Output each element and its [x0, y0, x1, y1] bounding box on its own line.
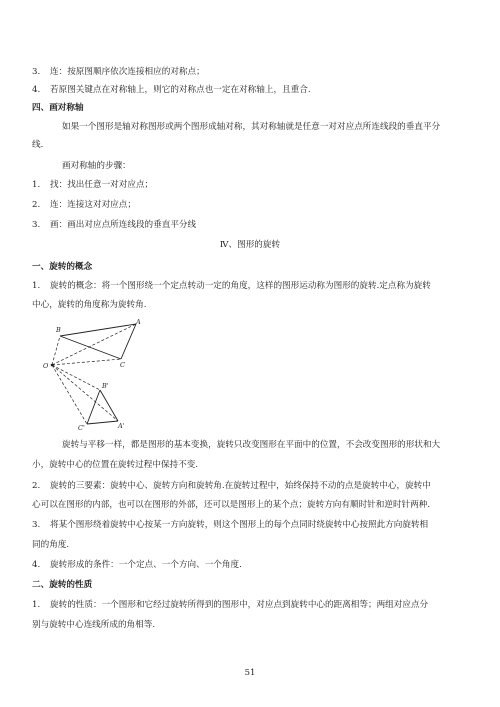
step-number: 3.	[32, 220, 41, 230]
triangle-abc-prime-edge	[87, 390, 100, 424]
section-heading: 四、画对称轴	[32, 103, 84, 113]
label-c: C	[120, 361, 125, 369]
triangle-abc-edge	[60, 336, 121, 359]
steps-intro: 画对称轴的步骤：	[62, 161, 131, 171]
paragraph-line: 如果一个图形是轴对称图形或两个图形成轴对称，其对称轴就是任意一对对应点所连线段的垂直平分	[62, 122, 441, 132]
item-text: 连：按原图顺序依次连接相应的对称点；	[50, 67, 205, 77]
paragraph-line: 旋转的三要素：旋转中心、旋转方向和旋转角.在旋转过程中，始终保持不动的点是旋转中心，旋转中	[50, 481, 431, 491]
paragraph-line: 同的角度.	[32, 540, 70, 550]
paragraph-number: 2.	[32, 481, 41, 491]
paragraph-line: 将某个图形绕着旋转中心按某一方向旋转，则这个图形上的每个点同时绕旋转中心按照此方向旋转相	[50, 520, 429, 530]
section-heading: 二、旋转的性质	[32, 580, 93, 590]
paragraph-line: 旋转形成的条件：一个定点、一个方向、一个角度.	[50, 560, 242, 570]
rotation-figure	[32, 318, 152, 438]
triangle-abc-prime-edge	[100, 390, 118, 421]
label-b-prime: B'	[102, 382, 109, 390]
paragraph-number: 3.	[32, 520, 41, 530]
item-text: 若原图关键点在对称轴上，则它的对称点也一定在对称轴上，且重合.	[50, 85, 311, 95]
paragraph-line: 旋转的性质：一个图形和它经过旋转所得到的图形中，对应点到旋转中心的距离相等；两组对应点分	[50, 600, 429, 610]
paragraph-line: 中心，旋转的角度称为旋转角.	[32, 300, 147, 310]
label-a-prime: A'	[118, 422, 125, 430]
dashed-connector	[52, 336, 60, 365]
paragraph-line: 小，旋转中心的位置在旋转过程中保持不变.	[32, 460, 199, 470]
step-text: 找：找出任意一对对应点；	[50, 180, 154, 190]
page-number: 51	[244, 668, 256, 678]
dashed-connector	[52, 324, 136, 365]
paragraph-number: 1.	[32, 600, 41, 610]
step-number: 1.	[32, 180, 41, 190]
paragraph-number: 4.	[32, 560, 41, 570]
step-text: 连：连接这对对应点；	[50, 200, 136, 210]
label-a: A	[136, 318, 141, 326]
step-text: 画：画出对应点所连线段的垂直平分线	[50, 220, 197, 230]
dashed-connector	[52, 365, 118, 421]
paragraph-line: 旋转与平移一样，都是图形的基本变换，旋转只改变图形在平面中的位置，不会改变图形的形状和大	[62, 440, 441, 450]
chapter-title: Ⅳ、图形的旋转	[219, 240, 281, 250]
label-b: B	[56, 326, 61, 334]
label-o: O	[43, 362, 49, 370]
paragraph-line: 心可以在图形的内部，也可以在图形的外部，还可以是图形上的某个点；旋转方向有顺时针和逆时针两种.	[32, 500, 431, 510]
paragraph-line: 别与旋转中心连线所成的角相等.	[32, 620, 156, 630]
item-number: 4.	[32, 85, 41, 95]
item-number: 3.	[32, 67, 41, 77]
section-heading: 一、旋转的概念	[32, 262, 93, 272]
paragraph-number: 1.	[32, 281, 41, 291]
triangle-abc-edge	[60, 324, 136, 336]
label-c-prime: C'	[78, 424, 85, 432]
paragraph-line: 线.	[32, 140, 44, 150]
dashed-connector	[52, 365, 87, 424]
paragraph-line: 旋转的概念：将一个图形绕一个定点转动一定的角度，这样的图形运动称为图形的旋转.定点称为旋转	[50, 281, 431, 291]
triangle-abc-prime-edge	[87, 421, 118, 424]
rotation-center-point	[51, 364, 54, 367]
triangle-abc-edge	[121, 324, 136, 359]
step-number: 2.	[32, 200, 41, 210]
dashed-connector	[52, 365, 100, 390]
